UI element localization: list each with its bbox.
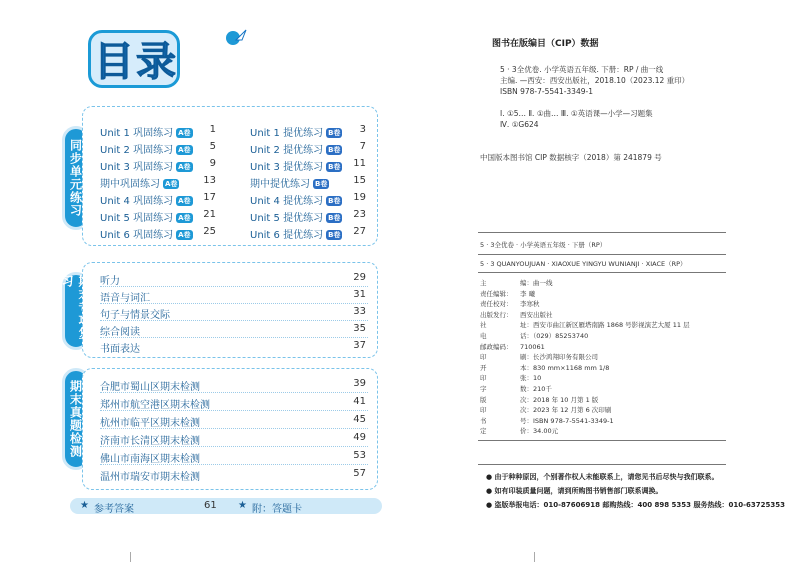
- star-icon: ★: [80, 500, 89, 511]
- a-badge: A卷: [178, 214, 191, 222]
- a-badge: A卷: [178, 197, 191, 205]
- footer-strip: [70, 498, 382, 514]
- rocket-icon: [224, 28, 248, 48]
- tab-final-exams[interactable]: 期末真题检测: [62, 368, 90, 470]
- trim-mark: [130, 552, 131, 562]
- a-badge: A卷: [178, 231, 191, 239]
- trim-mark: [534, 552, 535, 562]
- pub-row: 开 本：830 mm×1168 mm 1/8: [480, 363, 610, 372]
- b-badge: B卷: [328, 129, 341, 137]
- toc-entry[interactable]: 语音与词汇 31: [100, 289, 366, 304]
- tab-final-review[interactable]: 习: [62, 272, 90, 350]
- cip-classification: Ⅰ. ①5… Ⅱ. ①曲… Ⅲ. ①英语课—小学—习题集 Ⅳ. ①G624: [500, 109, 653, 129]
- divider: [478, 272, 726, 273]
- toc-entry[interactable]: 合肥市蜀山区期末检测 39: [100, 378, 366, 393]
- answers-link[interactable]: 参考答案: [94, 504, 134, 515]
- pub-row: 邮政编码： 710061: [480, 342, 545, 351]
- b-badge: B卷: [328, 214, 341, 222]
- answers-page: 61: [204, 500, 217, 511]
- toc-entry[interactable]: 听力 29: [100, 272, 366, 287]
- a-badge: A卷: [178, 129, 191, 137]
- cip-record: 5 · 3全优卷. 小学英语五年级. 下册：RP / 曲一线 主编. —西安：西安出版社，2018.10（2023.12 重印） ISBN 978-7-5541-3349-1: [500, 65, 690, 96]
- pub-row: 书 号：ISBN 978-7-5541-3349-1: [480, 416, 614, 425]
- toc-entry[interactable]: 温州市瑞安市期末检测 57: [100, 468, 366, 483]
- pub-row: 印 张：10: [480, 374, 542, 383]
- contents-page: 目录 同步单元练习 习 期末真题检测 Unit 1 巩固练习 A卷 1 Unit 2 巩固练习 A卷 5 Unit 3 巩固练习 A卷 9 期中巩固练习 A卷 13 Unit 4 巩固练习 A卷 17 Unit 5 巩固练习 A卷 21 Unit 6 巩固练习 A卷 25 Unit 1 提优练习 B卷 3 Unit 2 提优练习 B卷 7 Unit 3 提优练习 B卷 11 期中提优练习 B卷 15 Unit 4 提优练习 B卷 19 Unit 5 提优练习 B卷 23 Unit 6 提优练习 B卷 27 听力 29 语音与词汇 31 句子与情景交际 33 综合阅读 35 书面表达 37 合肥市蜀山区期末检测 39 郑州市航空港区期末检测 41 杭州市临平区期末检测 45 济南市长清区期末检测 49 佛山市南海区期末检测 53 温州市瑞安市期末检测 57 ★ 参考答案 61 ★ 附：答题卡: [0, 0, 400, 565]
- book-title-cn: 5 · 3全优卷 · 小学英语五年级 · 下册（RP）: [480, 241, 607, 249]
- notice-line: ● 由于种种原因，个别著作权人未能联系上，请您见书后尽快与我们联系。: [486, 473, 719, 481]
- toc-entry[interactable]: 郑州市航空港区期末检测 41: [100, 396, 366, 411]
- pub-row: 字 数：210千: [480, 384, 552, 393]
- tab-sync-unit[interactable]: 同步单元练习: [62, 126, 90, 230]
- pub-row: 主 编：曲一线: [480, 279, 553, 287]
- notices: [486, 470, 785, 512]
- star-icon: ★: [238, 500, 247, 511]
- copyright-page: [400, 0, 800, 565]
- b-badge: B卷: [328, 163, 341, 171]
- b-badge: B卷: [315, 180, 328, 188]
- b-badge: B卷: [328, 197, 341, 205]
- pub-row: 版 次：2018 年 10 月第 1 版: [480, 395, 599, 404]
- toc-entry[interactable]: 综合阅读 35: [100, 323, 366, 338]
- pub-row: 责任校对： 李寒秋: [480, 300, 540, 309]
- appendix-link[interactable]: 附：答题卡: [252, 504, 302, 515]
- toc-entry[interactable]: 杭州市临平区期末检测 45: [100, 414, 366, 429]
- cip-number: 中国版本图书馆 CIP 数据核字（2018）第 241879 号: [480, 153, 662, 162]
- divider: [478, 232, 726, 233]
- toc-entry[interactable]: 句子与情景交际 33: [100, 306, 366, 321]
- page-title: 目录: [94, 39, 178, 85]
- pub-row: 电 话：（029）85253740: [480, 331, 589, 340]
- b-badge: B卷: [328, 231, 341, 239]
- toc-entry[interactable]: 书面表达 37: [100, 340, 366, 355]
- pub-row: 社 址：西安市曲江新区雁塔南路 1868 号影视演艺大厦 11 层: [480, 321, 690, 330]
- a-badge: A卷: [165, 180, 178, 188]
- divider: [478, 440, 726, 441]
- a-badge: A卷: [178, 146, 191, 154]
- toc-entry[interactable]: 佛山市南海区期末检测 53: [100, 450, 366, 465]
- toc-entry[interactable]: 济南市长清区期末检测 49: [100, 432, 366, 447]
- pub-row: 印 次：2023 年 12 月第 6 次印刷: [480, 406, 612, 415]
- pub-row: 出版发行： 西安出版社: [480, 310, 553, 319]
- notice-line: ● 如有印装质量问题，请到所购图书销售部门联系调换。: [486, 487, 663, 495]
- notice-line: ● 盗版举报电话：010-87606918 邮购热线：400 898 5353 服务热线：010-63725353: [486, 501, 785, 509]
- a-badge: A卷: [178, 163, 191, 171]
- pub-row: 印 刷：长沙鸿翔印务有限公司: [480, 353, 598, 362]
- book-title-pinyin: 5 · 3 QUANYOUJUAN · XIAOXUE YINGYU WUNIANJI · XIACE（RP）: [480, 260, 687, 268]
- divider: [478, 464, 726, 465]
- publication-info: [480, 278, 690, 437]
- cip-title: 图书在版编目（CIP）数据: [492, 39, 599, 49]
- pub-row: 责任编辑： 李 曦: [480, 289, 536, 298]
- pub-row: 定 价：34.00元: [480, 427, 559, 436]
- b-badge: B卷: [328, 146, 341, 154]
- divider: [478, 254, 726, 255]
